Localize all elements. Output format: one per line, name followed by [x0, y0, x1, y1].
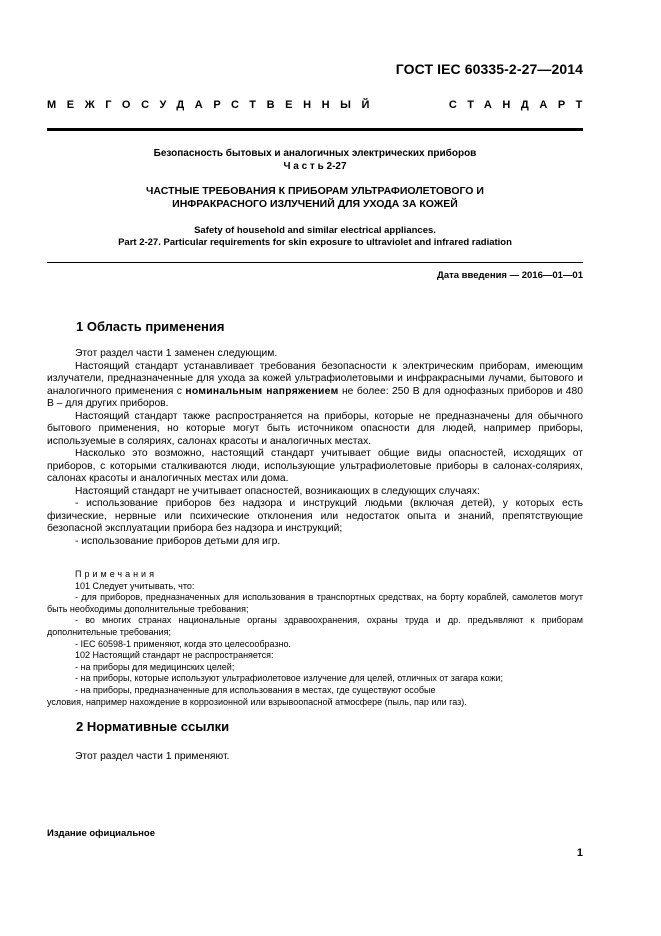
- paragraph: [47, 361, 583, 411]
- section-heading-normative-references: 2 Нормативные ссылки: [76, 719, 230, 734]
- title-english: [47, 225, 583, 249]
- title-en-line: Part 2-27. Particular requirements for skin exposure to ultraviolet and infrared radiation: [118, 237, 512, 248]
- note-line: 102 Настоящий стандарт не распространяется:: [75, 650, 274, 661]
- part-line: Ч а с т ь 2-27: [283, 161, 347, 172]
- title-russian-caps: [47, 185, 583, 211]
- title-divider: [47, 262, 583, 263]
- interstate-standard-banner: [47, 99, 593, 111]
- section-heading-scope: 1 Область применения: [76, 319, 225, 334]
- section-scope-body: [47, 348, 583, 548]
- paragraph-text: не более: 250 В для однофазных приборов и 480 В – для других приборов.: [47, 385, 583, 409]
- paragraph: Насколько это возможно, настоящий стандарт учитывает общие виды опасностей, исходящих от приборов, с которыми сталкиваются люди, использующие ультрафиолетовые приборы в салонах-соляриях, салонах красоты и аналогичных местах или дома.: [47, 448, 583, 484]
- title-russian: [47, 147, 583, 173]
- note-line: 101 Следует учитывать, что:: [75, 580, 195, 591]
- note-line: - на приборы для медицинских целей;: [75, 661, 235, 672]
- interstate-word: МЕЖГОСУДАРСТВЕННЫЙ: [47, 99, 381, 111]
- title-line: Безопасность бытовых и аналогичных электрических приборов: [153, 148, 477, 159]
- title-caps-line: ЧАСТНЫЕ ТРЕБОВАНИЯ К ПРИБОРАМ УЛЬТРАФИОЛЕТОВОГО И: [146, 185, 484, 197]
- note-line: - во многих странах национальные органы здравоохранения, охраны труда и др. предъявляют к приборам дополнительные требования;: [47, 615, 583, 637]
- list-item: - использование приборов без надзора и инструкций людьми (включая детей), у которых есть физические, нервные или психические отклонения или недостаток опыта и знаний, препятствующие безопасной эксплуатации прибора без надзора и инструкций;: [47, 498, 583, 534]
- note-line: - на приборы, предназначенные для использования в местах, где существуют особые: [75, 684, 436, 695]
- note-line: - IEC 60598-1 применяют, когда это целесообразно.: [75, 638, 292, 649]
- list-item: - использование приборов детьми для игр.: [75, 535, 281, 547]
- notes-heading: Примечания: [75, 569, 157, 579]
- note-line: - для приборов, предназначенных для использования в транспортных средствах, на борту кораблей, самолетов могут быть необходимы дополнительные требования;: [47, 592, 583, 614]
- defined-term: номинальным напряжением: [185, 385, 339, 397]
- standard-word: СТАНДАРТ: [448, 99, 593, 111]
- notes-block: [47, 569, 583, 708]
- standard-number: ГОСТ IEC 60335-2-27—2014: [395, 61, 583, 77]
- official-edition-label: Издание официальное: [47, 828, 155, 839]
- title-caps-line: ИНФРАКРАСНОГО ИЗЛУЧЕНИЙ ДЛЯ УХОДА ЗА КОЖЕЙ: [172, 198, 458, 210]
- paragraph: Этот раздел части 1 заменен следующим.: [75, 348, 278, 359]
- section-normative-body: [47, 751, 583, 764]
- paragraph-text: Настоящий стандарт устанавливает требования безопасности к электрическим приборам, имеющим излучатели, предназначенные для ухода за кожей ультрафиолетовыми и инфракрасными лучами, бытового и аналогичного применения с: [47, 360, 583, 397]
- title-en-line: Safety of household and similar electrical appliances.: [194, 225, 436, 236]
- header-divider: [47, 128, 583, 131]
- paragraph: Настоящий стандарт не учитывает опасностей, возникающих в следующих случаях:: [75, 485, 480, 497]
- note-line: - на приборы, которые используют ультрафиолетовое излучение для целей, отличных от загара кожи;: [75, 673, 504, 684]
- introduction-date: Дата введения — 2016—01—01: [437, 270, 583, 281]
- paragraph: Настоящий стандарт также распространяется на приборы, которые не предназначены для обычного бытового применения, но которые могут быть источником опасности для людей, например приборы, используемые в соляриях, салонах красоты и аналогичных местах.: [47, 410, 583, 447]
- page-number: 1: [576, 847, 583, 859]
- note-line: условия, например нахождение в коррозионной или взрывоопасной атмосфере (пыль, пар или газ).: [47, 696, 467, 707]
- paragraph: Этот раздел части 1 применяют.: [75, 751, 230, 762]
